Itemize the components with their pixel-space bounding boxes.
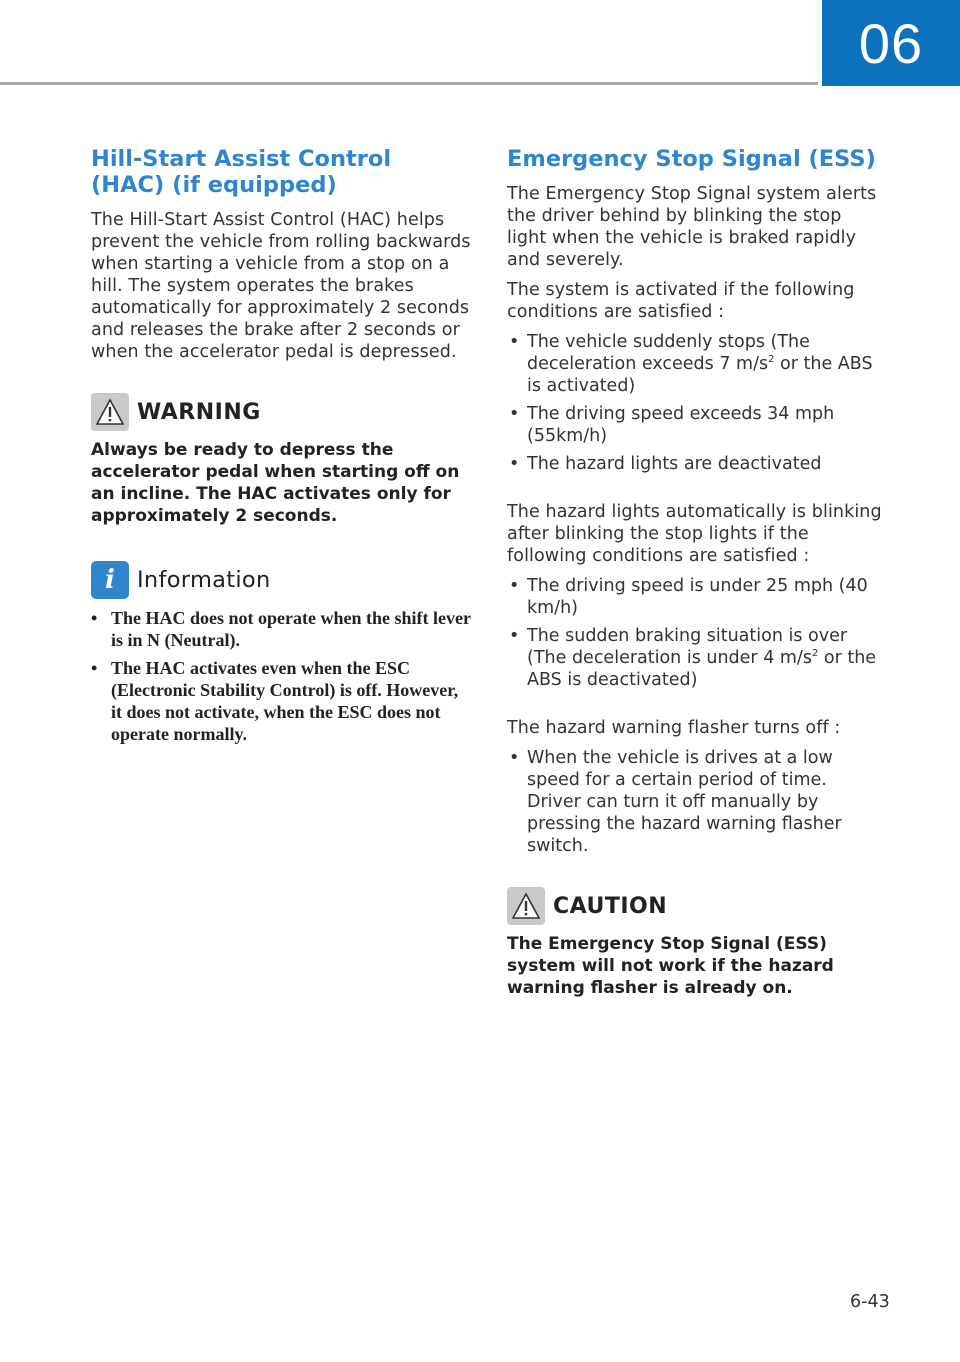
list-item: • The sudden braking situation is over (The deceleration is under 4 $m/s^2$ or the ABS is deactivated) xyxy=(509,626,877,690)
list-item: • The HAC does not operate when the shift lever is in N (Neutral). xyxy=(91,608,471,650)
warning-triangle-icon xyxy=(91,393,129,431)
caution-triangle-icon xyxy=(507,887,545,925)
left-column xyxy=(91,146,471,751)
list-item: • The driving speed is under 25 mph (40 km/h) xyxy=(509,576,868,618)
list-item: • The driving speed exceeds 34 mph (55km/h) xyxy=(509,404,835,446)
header-rule xyxy=(0,82,818,85)
ess-title: Emergency Stop Signal (ESS) xyxy=(507,146,876,172)
list-item: • The hazard lights are deactivated xyxy=(509,454,822,474)
information-list xyxy=(91,607,471,745)
caution-header xyxy=(507,887,885,925)
information-label: Information xyxy=(137,567,271,593)
warning-header xyxy=(91,393,471,431)
warning-label: WARNING xyxy=(137,399,261,425)
hac-title: Hill-Start Assist Control (HAC) (if equipped) xyxy=(91,146,392,198)
flasher-list xyxy=(507,747,885,857)
hac-body: The Hill-Start Assist Control (HAC) helps prevent the vehicle from rolling backwards when starting a vehicle from a stop on a hill. The system operates the brakes automatically for approximately 2 seconds and releases the brake after 2 seconds or when the accelerator pedal is depressed. xyxy=(91,210,471,362)
chapter-number: 06 xyxy=(858,11,924,75)
list-item: • The HAC activates even when the ESC (Electronic Stability Control) is off. However, it does not activate, when the ESC does not operate normally. xyxy=(91,658,459,744)
flasher-intro: The hazard warning flasher turns off : xyxy=(507,718,841,738)
ess-intro: The Emergency Stop Signal system alerts the driver behind by blinking the stop light when the vehicle is braked rapidly and severely. xyxy=(507,184,877,270)
activation-conditions-list xyxy=(507,331,885,475)
chapter-tab xyxy=(822,0,960,86)
hazard-conditions-list xyxy=(507,575,885,691)
ess-activation-intro: The system is activated if the following conditions are satisfied : xyxy=(507,280,855,322)
information-icon: i xyxy=(91,561,129,599)
caution-text: The Emergency Stop Signal (ESS) system will not work if the hazard warning flasher is already on. xyxy=(507,934,834,998)
hazard-intro: The hazard lights automatically is blinking after blinking the stop lights if the following conditions are satisfied : xyxy=(507,502,882,566)
information-header xyxy=(91,561,471,599)
caution-label: CAUTION xyxy=(553,893,668,919)
warning-text: Always be ready to depress the accelerator pedal when starting off on an incline. The HAC activates only for approximately 2 seconds. xyxy=(91,440,460,526)
page-number: 6-43 xyxy=(850,1292,890,1312)
list-item: • The vehicle suddenly stops (The deceleration exceeds 7 $m/s^2$ or the ABS is activated) xyxy=(509,332,873,396)
right-column xyxy=(507,146,885,999)
list-item: • When the vehicle is drives at a low speed for a certain period of time. Driver can turn it off manually by pressing the hazard warning flasher switch. xyxy=(509,748,842,856)
